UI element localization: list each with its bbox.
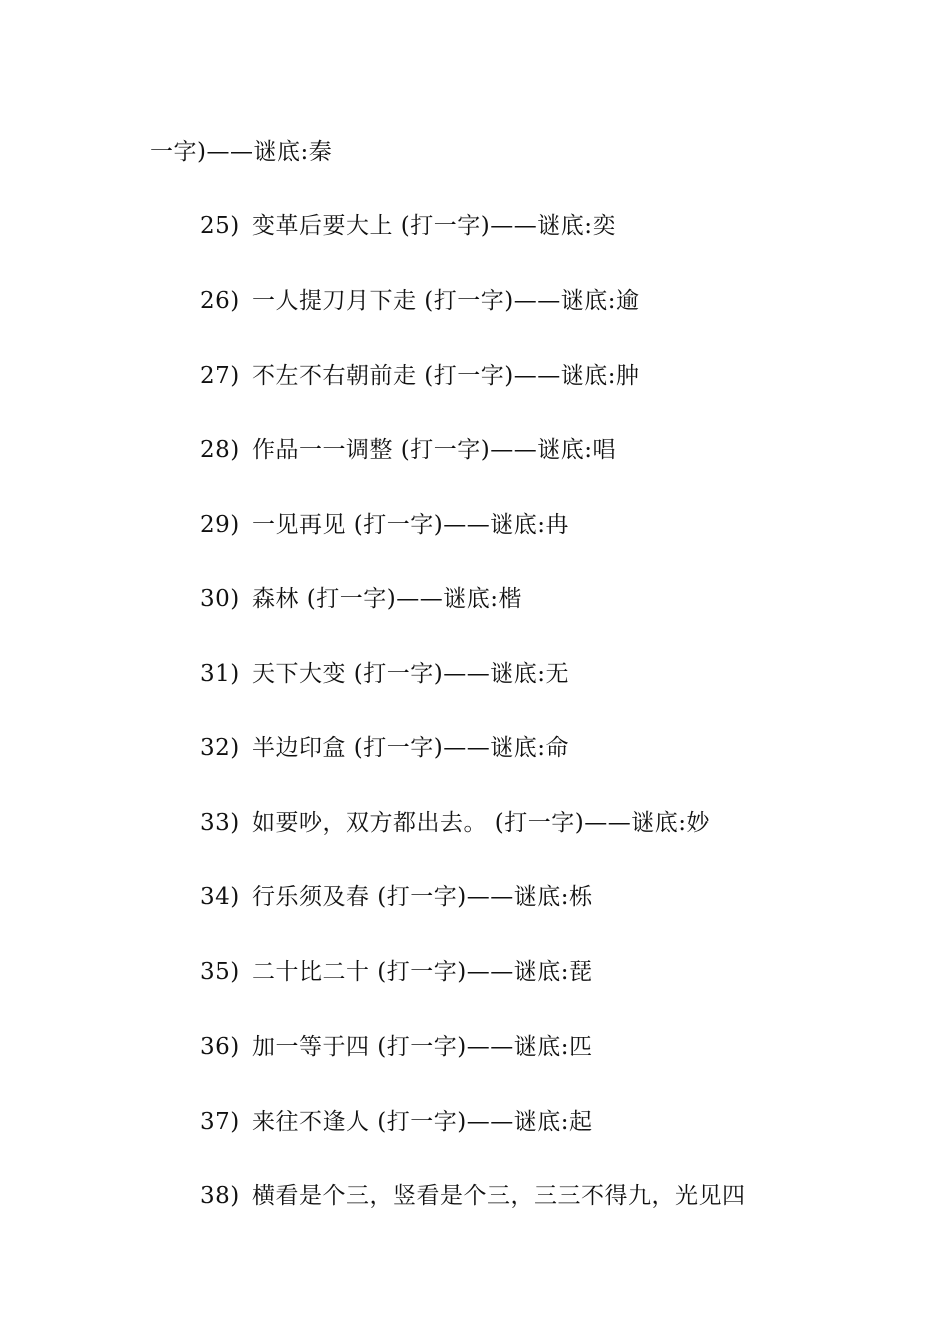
riddle-text: 横看是个三，竖看是个三，三三不得九，光见四 — [252, 1183, 746, 1209]
riddle-text: 作品一一调整 (打一字)——谜底:唱 — [252, 437, 617, 463]
riddle-item — [200, 733, 569, 763]
riddle-number: 28) — [200, 437, 240, 463]
riddle-item — [200, 361, 640, 391]
riddle-item — [200, 211, 616, 241]
riddle-text: 二十比二十 (打一字)——谜底:琵 — [252, 959, 593, 985]
riddle-number: 36) — [200, 1034, 240, 1060]
riddle-text: 行乐须及春 (打一字)——谜底:栎 — [252, 884, 593, 910]
riddle-item — [200, 286, 640, 316]
riddle-text: 加一等于四 (打一字)——谜底:匹 — [252, 1034, 593, 1060]
riddle-number: 38) — [200, 1183, 240, 1209]
riddle-item — [200, 659, 569, 689]
riddle-item — [200, 510, 569, 540]
riddle-number: 26) — [200, 288, 240, 314]
riddle-number: 37) — [200, 1109, 240, 1135]
riddle-text: 来往不逢人 (打一字)——谜底:起 — [252, 1109, 593, 1135]
riddle-item — [200, 1181, 746, 1211]
riddle-item — [200, 1107, 593, 1137]
riddle-item — [200, 435, 616, 465]
riddle-number: 35) — [200, 959, 240, 985]
riddle-item — [200, 808, 710, 838]
riddle-text: 森林 (打一字)——谜底:楷 — [252, 586, 523, 612]
riddle-number: 25) — [200, 213, 240, 239]
riddle-item — [200, 1032, 593, 1062]
riddle-text: 一见再见 (打一字)——谜底:冉 — [252, 512, 570, 538]
riddle-text: 不左不右朝前走 (打一字)——谜底:肿 — [252, 363, 640, 389]
riddle-number: 27) — [200, 363, 240, 389]
riddle-item — [200, 584, 522, 614]
riddle-text: 一人提刀月下走 (打一字)——谜底:逾 — [252, 288, 640, 314]
continuation-line: 一字)——谜底:秦 — [150, 139, 333, 165]
riddle-item — [200, 957, 593, 987]
riddle-number: 29) — [200, 512, 240, 538]
riddle-number: 30) — [200, 586, 240, 612]
riddle-text: 变革后要大上 (打一字)——谜底:奕 — [252, 213, 617, 239]
riddle-text: 半边印盒 (打一字)——谜底:命 — [252, 735, 570, 761]
riddle-text: 如要吵，双方都出去。 (打一字)——谜底:妙 — [252, 810, 711, 836]
riddle-text: 天下大变 (打一字)——谜底:无 — [252, 661, 570, 687]
riddle-number: 31) — [200, 661, 240, 687]
riddle-number: 32) — [200, 735, 240, 761]
riddle-number: 34) — [200, 884, 240, 910]
riddle-item — [200, 882, 593, 912]
riddle-number: 33) — [200, 810, 240, 836]
